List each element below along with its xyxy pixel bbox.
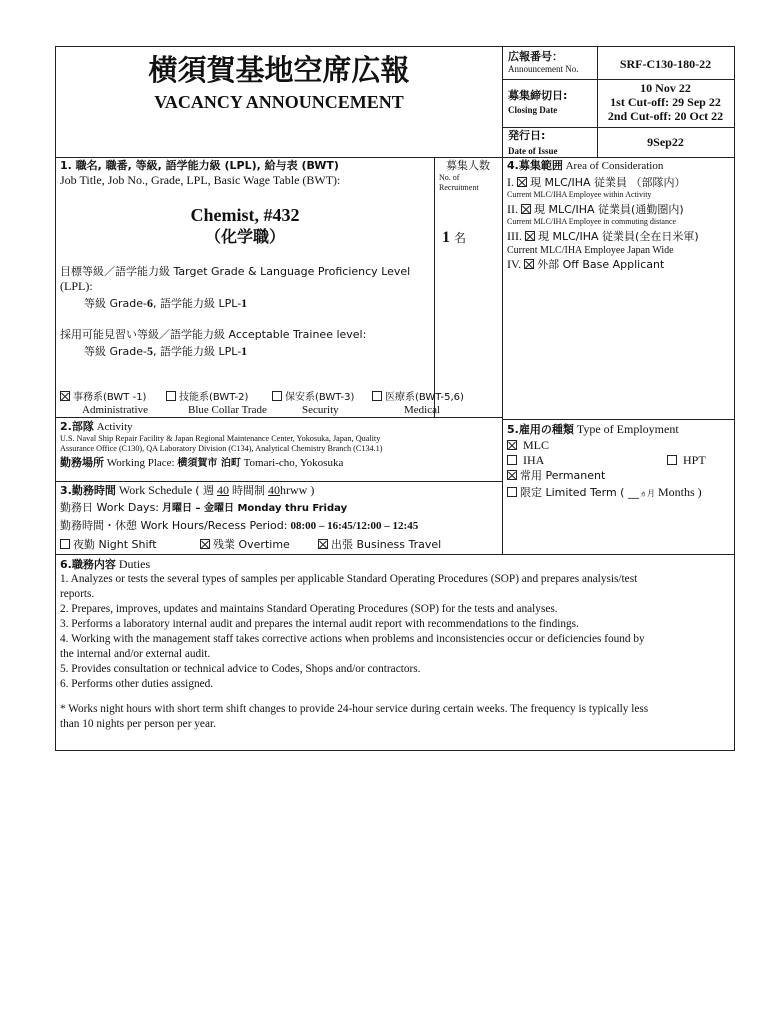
checkbox-empty-icon[interactable]: [507, 455, 517, 465]
job-header-jp: 1. 職名, 職番, 等級, 語学能力級 (LPL), 給与表 (BWT): [60, 159, 339, 172]
overtime-option[interactable]: 残業 Overtime: [200, 537, 290, 552]
target-grade: 目標等級／語学能力級 Target Grade & Language Proficiency Level (LPL): 等級 Grade-6, 語学能力級 LPL-1: [60, 265, 411, 310]
checkbox-empty-icon[interactable]: [667, 455, 677, 465]
title-english: VACANCY ANNOUNCEMENT: [154, 92, 404, 112]
activity-line-1: U.S. Naval Ship Repair Facility & Japan Regional Maintenance Center, Yokosuka, Japan, Quality: [60, 434, 381, 443]
bwt-blue-collar-label: Blue Collar Trade: [188, 404, 267, 416]
area-item-2-sub: Current MLC/IHA Employee in commuting distance: [507, 217, 677, 226]
announcement-no-label: 広報番号： Announcement No.: [508, 50, 579, 74]
job-title-english: Chemist, #432: [190, 205, 300, 225]
permanent-option[interactable]: 常用 Permanent: [507, 468, 733, 483]
area-item-2: II. 現 MLC/IHA 従業員(通勤圏内): [507, 202, 684, 216]
employment-type-section: 5.雇用の種類 Type of Employment MLC IHA HPT 常用 Permanent 限定 Limited Term ( __ヵ月 Months ): [507, 422, 733, 501]
checkbox-checked-icon[interactable]: [525, 231, 535, 241]
bwt-medical-label: Medical: [404, 404, 441, 416]
bwt-administrative[interactable]: 事務系(BWT -1): [60, 390, 146, 405]
job-header-en: Job Title, Job No., Grade, LPL, Basic Wage Table (BWT):: [60, 173, 341, 187]
checkbox-checked-icon[interactable]: [524, 259, 534, 269]
checkbox-checked-icon[interactable]: [507, 440, 517, 450]
title-japanese: 横須賀基地空席広報: [148, 53, 410, 87]
checkbox-empty-icon[interactable]: [60, 539, 70, 549]
bwt-options: [60, 390, 500, 416]
duties-note: than 10 nights per person per year.: [60, 718, 216, 730]
duties-note: * Works night hours with short term shift changes to provide 24-hour service during certain weeks. The frequency is typically less: [60, 703, 649, 715]
area-item-3: III. 現 MLC/IHA 従業員(全在日米軍): [507, 229, 699, 243]
checkbox-checked-icon[interactable]: [507, 470, 517, 480]
checkbox-checked-icon[interactable]: [200, 539, 210, 549]
issue-date-value: 9Sep22: [647, 135, 684, 149]
limited-term-option[interactable]: 限定 Limited Term ( __ヵ月 Months ): [507, 485, 733, 501]
night-shift-option[interactable]: 夜勤 Night Shift: [60, 537, 157, 552]
iha-option[interactable]: IHA: [507, 453, 544, 468]
checkbox-checked-icon[interactable]: [521, 204, 531, 214]
area-item-3-sub: Current MLC/IHA Employee Japan Wide: [507, 245, 674, 256]
duty-line: reports.: [60, 588, 95, 600]
divider: [56, 417, 502, 418]
duty-line: 4. Working with the management staff takes corrective actions when problems and inconsistencies occur or deficiencies found by: [60, 633, 645, 645]
duty-line: 5. Provides consultation or technical advice to Codes, Shops and/or contractors.: [60, 663, 421, 675]
duty-line: 1. Analyzes or tests the several types of samples per applicable Standard Operating Procedures (SOP) and prepares analysis/test: [60, 573, 638, 585]
checkbox-empty-icon[interactable]: [272, 391, 282, 401]
divider: [502, 79, 734, 80]
bwt-blue-collar[interactable]: 技能系(BWT-2): [166, 390, 248, 405]
duty-line: 2. Prepares, improves, updates and maintains Standard Operating Procedures (SOP) for the tests and analyses.: [60, 603, 558, 615]
checkbox-checked-icon[interactable]: [517, 177, 527, 187]
activity-line-2: Assurance Office (C130), QA Laboratory Division (C134), Analytical Chemistry Branch (C134.1): [60, 444, 383, 453]
divider: [434, 157, 435, 417]
announcement-no-value: SRF-C130-180-22: [619, 57, 712, 71]
divider: [502, 47, 503, 554]
divider: [502, 419, 734, 420]
checkbox-checked-icon[interactable]: [318, 539, 328, 549]
duties-section: 6.職務内容 Duties 1. Analyzes or tests the several types of samples per applicable Standard Operating Procedures (SOP) and prepares analysis/test reports. 2. Prepares, improves, updates and maintains Standard Operating Procedures (SOP) for the tests and analyses. 3. Performs a laboratory internal audit and prepares the internal audit report with recommendations to the findings. 4. Working with the management staff takes corrective actions when problems and inconsistencies occur or deficiencies found by the internal and/or external audit. 5. Provides consultation or technical advice to Codes, Shops and/or contractors. 6. Performs other duties assigned. * Works night hours with short term shift changes to provide 24-hour service during certain weeks. The frequency is typically less than 10 nights per person per year.: [60, 557, 730, 732]
area-item-1-sub: Current MLC/IHA Employee within Activity: [507, 190, 652, 199]
hpt-option[interactable]: HPT: [667, 453, 706, 468]
area-item-1: I. 現 MLC/IHA 従業員 （部隊内）: [507, 175, 686, 189]
checkbox-empty-icon[interactable]: [372, 391, 382, 401]
bwt-security[interactable]: 保安系(BWT-3): [272, 390, 354, 405]
bwt-security-label: Security: [302, 404, 339, 416]
duty-line: 6. Performs other duties assigned.: [60, 678, 214, 690]
issue-date-label: 発行日: Date of Issue: [508, 129, 558, 156]
bwt-medical[interactable]: 医療系(BWT-5,6): [372, 390, 464, 405]
trainee-level: 採用可能見習い等級／語学能力級 Acceptable Trainee level: 等級 Grade-5, 語学能力級 LPL-1: [60, 328, 367, 358]
divider: [502, 127, 734, 128]
divider: [56, 157, 734, 158]
business-travel-option[interactable]: 出張 Business Travel: [318, 537, 441, 552]
job-section: [60, 159, 432, 188]
area-item-4: IV. 外部 Off Base Applicant: [507, 257, 665, 271]
mlc-option[interactable]: MLC: [507, 438, 733, 453]
closing-date-value: 10 Nov 22 1st Cut-off: 29 Sep 22 2nd Cut-off: 20 Oct 22: [607, 81, 724, 123]
checkbox-checked-icon[interactable]: [60, 391, 70, 401]
recruitment-label: 募集人数 No. of Recruitment: [439, 159, 490, 192]
work-schedule-section: 3.勤務時間 Work Schedule ( 週 40 時間制 40hrww ) 勤務日 Work Days: 月曜日 – 金曜日 Monday thru Friday 勤務時間・休憩 Work Hours/Recess Period: 08:00 – 16:45/12:00 – 12:45 夜勤 Night Shift 残業 Overtime 出張 Business Travel: [60, 483, 442, 551]
job-title-japanese: （化学職）: [204, 227, 285, 246]
area-of-consideration: 4.募集範囲 Area of Consideration I. 現 MLC/IHA 従業員 （部隊内） Current MLC/IHA Employee within Activity II. 現 MLC/IHA 従業員(通勤圏内) Current MLC/IHA Employee in commuting distance III. 現 MLC/IHA 従業員(全在日米軍) Current MLC/IHA Employee Japan Wide IV. 外部 Off Base Applicant: [507, 159, 733, 272]
duty-line: the internal and/or external audit.: [60, 648, 211, 660]
bwt-administrative-label: Administrative: [82, 404, 148, 416]
activity-section: 2.部隊 Activity U.S. Naval Ship Repair Facility & Japan Regional Maintenance Center, Yokosuka, Japan, Quality Assurance Office (C130), QA Laboratory Division (C134), Analytical Chemistry Branch (C134.1) 勤務場所 Working Place: 横須賀市 泊町 Tomari-cho, Yokosuka: [60, 420, 500, 471]
vacancy-announcement-form: [55, 46, 735, 751]
divider: [56, 481, 502, 482]
closing-date-label: 募集締切日: Closing Date: [508, 89, 568, 115]
divider: [56, 554, 734, 555]
checkbox-empty-icon[interactable]: [507, 487, 517, 497]
working-place: 勤務場所 Working Place: 横須賀市 泊町 Tomari-cho, Yokosuka: [60, 456, 344, 469]
duty-line: 3. Performs a laboratory internal audit and prepares the internal audit report with recommendations to the findings.: [60, 618, 579, 630]
checkbox-empty-icon[interactable]: [166, 391, 176, 401]
recruitment-count: 1 名: [442, 229, 467, 246]
